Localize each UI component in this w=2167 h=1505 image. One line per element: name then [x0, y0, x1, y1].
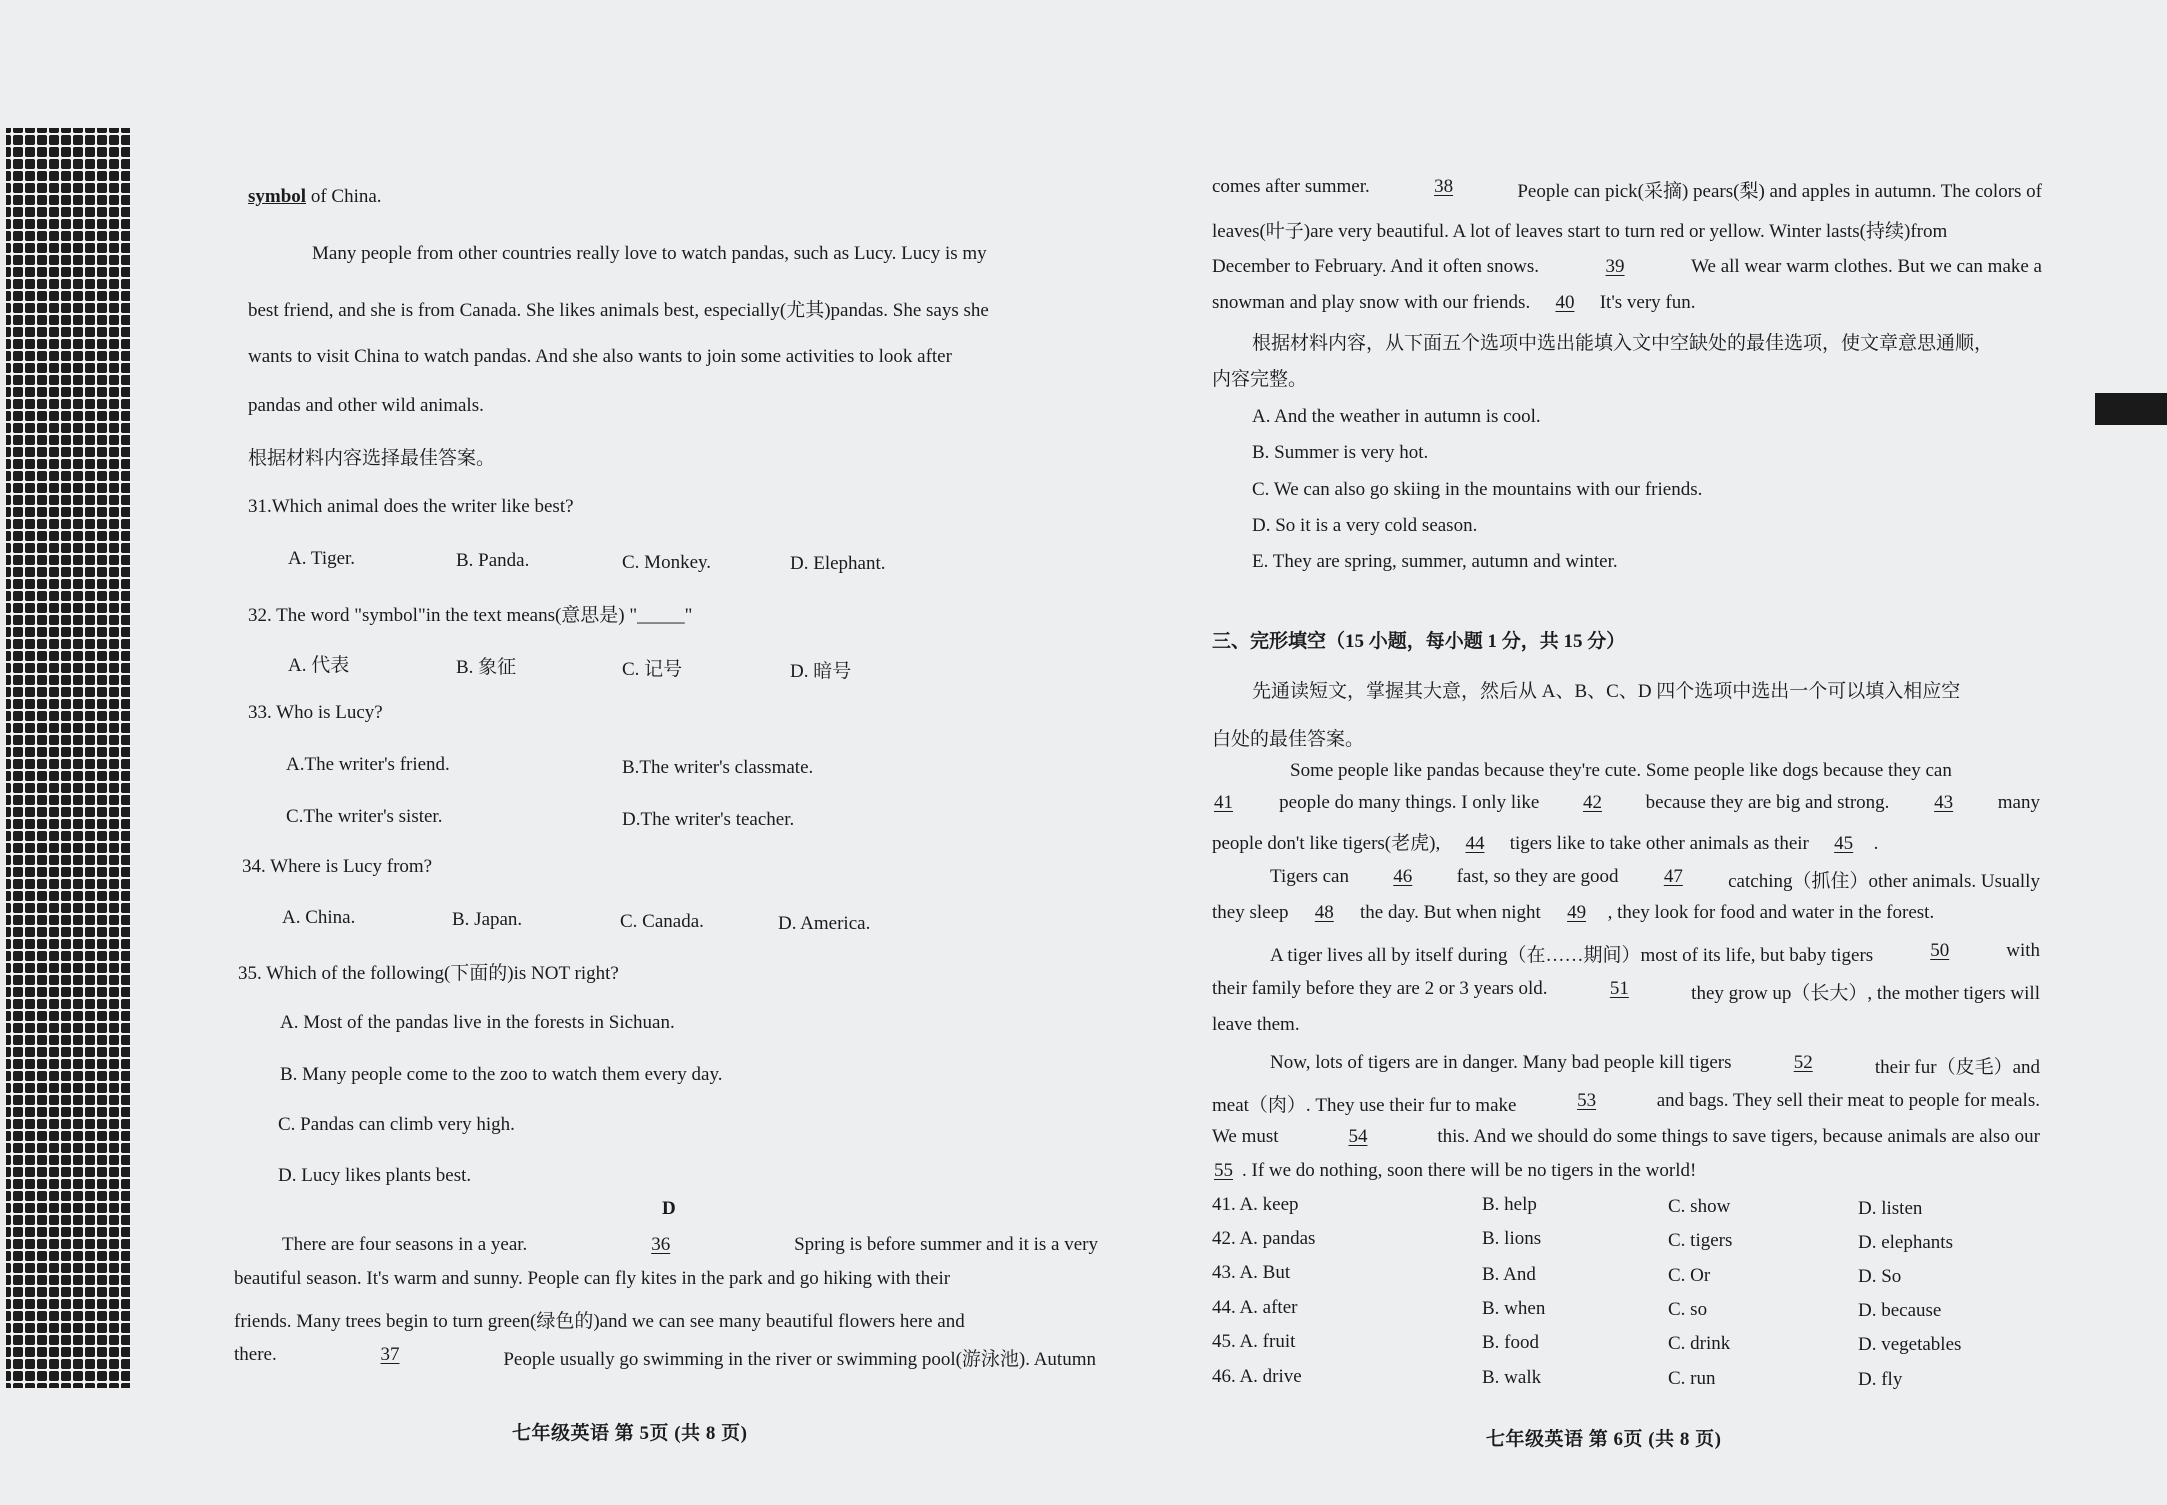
passage-d-line: There are four seasons in a year. 36 Spring is before summer and it is a very: [282, 1234, 1098, 1255]
option: D.The writer's teacher.: [622, 809, 795, 830]
option: D. Elephant.: [790, 553, 886, 574]
cloze-instruction: 先通读短文，掌握其大意，然后从 A、B、C、D 四个选项中选出一个可以填入相应空: [1252, 681, 1961, 702]
passage-d-line: friends. Many trees begin to turn green(绿色的)and we can see many beautiful flowers here and: [234, 1311, 965, 1332]
option: C. 记号: [622, 659, 683, 680]
passage-d-line: December to February. And it often snows. 39 We all wear warm clothes. But we can make a: [1212, 256, 2042, 277]
option: 46. A. drive: [1212, 1366, 1302, 1387]
choice-b: B. Summer is very hot.: [1252, 442, 1429, 463]
question-35: 35. Which of the following(下面的)is NOT right?: [238, 963, 619, 984]
cloze-line: Some people like pandas because they're cute. Some people like dogs because they can: [1290, 760, 1952, 781]
option: A. Most of the pandas live in the forests in Sichuan.: [280, 1012, 675, 1033]
option: C. Monkey.: [622, 552, 712, 573]
instruction: 根据材料内容选择最佳答案。: [248, 448, 496, 469]
option: A. 代表: [288, 655, 350, 676]
cloze-line: 41 people do many things. I only like 42 because they are big and strong. 43 many: [1214, 792, 2040, 813]
option: D. So: [1858, 1266, 1902, 1287]
option: C. tigers: [1668, 1230, 1733, 1251]
option: C. Canada.: [620, 911, 704, 932]
cloze-line: leave them.: [1212, 1014, 1300, 1035]
option: B. Japan.: [452, 909, 523, 930]
passage-c-line: Many people from other countries really love to watch pandas, such as Lucy. Lucy is my: [312, 243, 987, 264]
option: B. walk: [1482, 1367, 1542, 1388]
cloze-line: their family before they are 2 or 3 years old. 51 they grow up（长大）, the mother tigers will: [1212, 978, 2040, 1004]
passage-c-line: wants to visit China to watch pandas. And she also wants to join some activities to look after: [248, 346, 952, 367]
question-32: 32. The word "symbol"in the text means(意思是) "_____": [248, 605, 693, 626]
option: B. And: [1482, 1264, 1536, 1285]
page-footer: 七年级英语 第 5页 (共 8 页): [512, 1423, 748, 1444]
option: B. when: [1482, 1298, 1546, 1319]
option: D. because: [1858, 1300, 1942, 1321]
option: C. show: [1668, 1196, 1731, 1217]
page-6: [1212, 0, 2044, 1505]
passage-d-line: leaves(叶子)are very beautiful. A lot of leaves start to turn red or yellow. Winter lasts(持续)from: [1212, 221, 1948, 242]
passage-c-line: best friend, and she is from Canada. She likes animals best, especially(尤其)pandas. She says she: [248, 300, 989, 321]
option: A.The writer's friend.: [286, 754, 450, 775]
choice-a: A. And the weather in autumn is cool.: [1252, 406, 1541, 427]
option: D. listen: [1858, 1198, 1923, 1219]
option: D. fly: [1858, 1369, 1903, 1390]
option: C. run: [1668, 1368, 1716, 1389]
choice-e: E. They are spring, summer, autumn and winter.: [1252, 551, 1618, 572]
cloze-line: Tigers can 46 fast, so they are good 47 catching（抓住）other animals. Usually: [1270, 866, 2040, 892]
option: 45. A. fruit: [1212, 1331, 1296, 1352]
option: D. Lucy likes plants best.: [278, 1165, 472, 1186]
cloze-line: 55 . If we do nothing, soon there will be no tigers in the world!: [1214, 1160, 1697, 1181]
option: 43. A. But: [1212, 1262, 1291, 1283]
option: B. help: [1482, 1194, 1537, 1215]
page-5: [230, 0, 1098, 1505]
option: D. 暗号: [790, 661, 852, 682]
option: A. Tiger.: [288, 548, 356, 569]
section-d-heading: D: [662, 1198, 676, 1219]
option: D. elephants: [1858, 1232, 1953, 1253]
passage-d-line: snowman and play snow with our friends. 40 It's very fun.: [1212, 292, 1696, 313]
passage-d-line: beautiful season. It's warm and sunny. People can fly kites in the park and go hiking with their: [234, 1268, 951, 1289]
option: B.The writer's classmate.: [622, 757, 814, 778]
option: B. 象征: [456, 657, 517, 678]
option: D. America.: [778, 913, 871, 934]
option: 44. A. after: [1212, 1297, 1298, 1318]
cloze-line: people don't like tigers(老虎), 44 tigers like to take other animals as their 45 .: [1212, 833, 1879, 854]
option: C.The writer's sister.: [286, 806, 443, 827]
option: C. Or: [1668, 1265, 1711, 1286]
scan-mark: [2095, 393, 2167, 425]
question-33: 33. Who is Lucy?: [248, 702, 383, 723]
symbol-line: symbol of China.: [248, 186, 382, 207]
choice-d: D. So it is a very cold season.: [1252, 515, 1478, 536]
option: A. China.: [282, 907, 356, 928]
question-34: 34. Where is Lucy from?: [242, 856, 433, 877]
page-footer: 七年级英语 第 6页 (共 8 页): [1486, 1429, 1722, 1450]
option: B. lions: [1482, 1228, 1542, 1249]
option: B. food: [1482, 1332, 1539, 1353]
cloze-instruction: 白处的最佳答案。: [1212, 729, 1365, 750]
option: B. Many people come to the zoo to watch them every day.: [280, 1064, 723, 1085]
option: B. Panda.: [456, 550, 530, 571]
cloze-line: A tiger lives all by itself during（在……期间）most of its life, but baby tigers 50 with: [1270, 940, 2040, 966]
option: C. so: [1668, 1299, 1708, 1320]
option: 42. A. pandas: [1212, 1228, 1316, 1249]
cloze-line: they sleep 48 the day. But when night 49 , they look for food and water in the forest.: [1212, 902, 1935, 923]
passage-d-line: there. 37 People usually go swimming in the river or swimming pool(游泳池). Autumn: [234, 1344, 1096, 1370]
instruction: 根据材料内容，从下面五个选项中选出能填入文中空缺处的最佳选项，使文章意思通顺，: [1252, 333, 1994, 354]
instruction: 内容完整。: [1212, 369, 1308, 390]
option: D. vegetables: [1858, 1334, 1962, 1355]
passage-d-line: comes after summer. 38 People can pick(采摘) pears(梨) and apples in autumn. The colors of: [1212, 176, 2042, 202]
cloze-line: meat（肉）. They use their fur to make 53 and bags. They sell their meat to people for meals.: [1212, 1090, 2040, 1116]
binding-pattern: [6, 128, 130, 1388]
choice-c: C. We can also go skiing in the mountains with our friends.: [1252, 479, 1703, 500]
question-31: 31.Which animal does the writer like best?: [248, 496, 574, 517]
option: C. Pandas can climb very high.: [278, 1114, 515, 1135]
passage-c-line: pandas and other wild animals.: [248, 395, 484, 416]
option: 41. A. keep: [1212, 1194, 1299, 1215]
section-3-heading: 三、完形填空（15 小题，每小题 1 分，共 15 分）: [1212, 631, 1626, 652]
cloze-line: Now, lots of tigers are in danger. Many bad people kill tigers 52 their fur（皮毛）and: [1270, 1052, 2040, 1078]
cloze-line: We must 54 this. And we should do some things to save tigers, because animals are also our: [1212, 1126, 2040, 1147]
option: C. drink: [1668, 1333, 1731, 1354]
